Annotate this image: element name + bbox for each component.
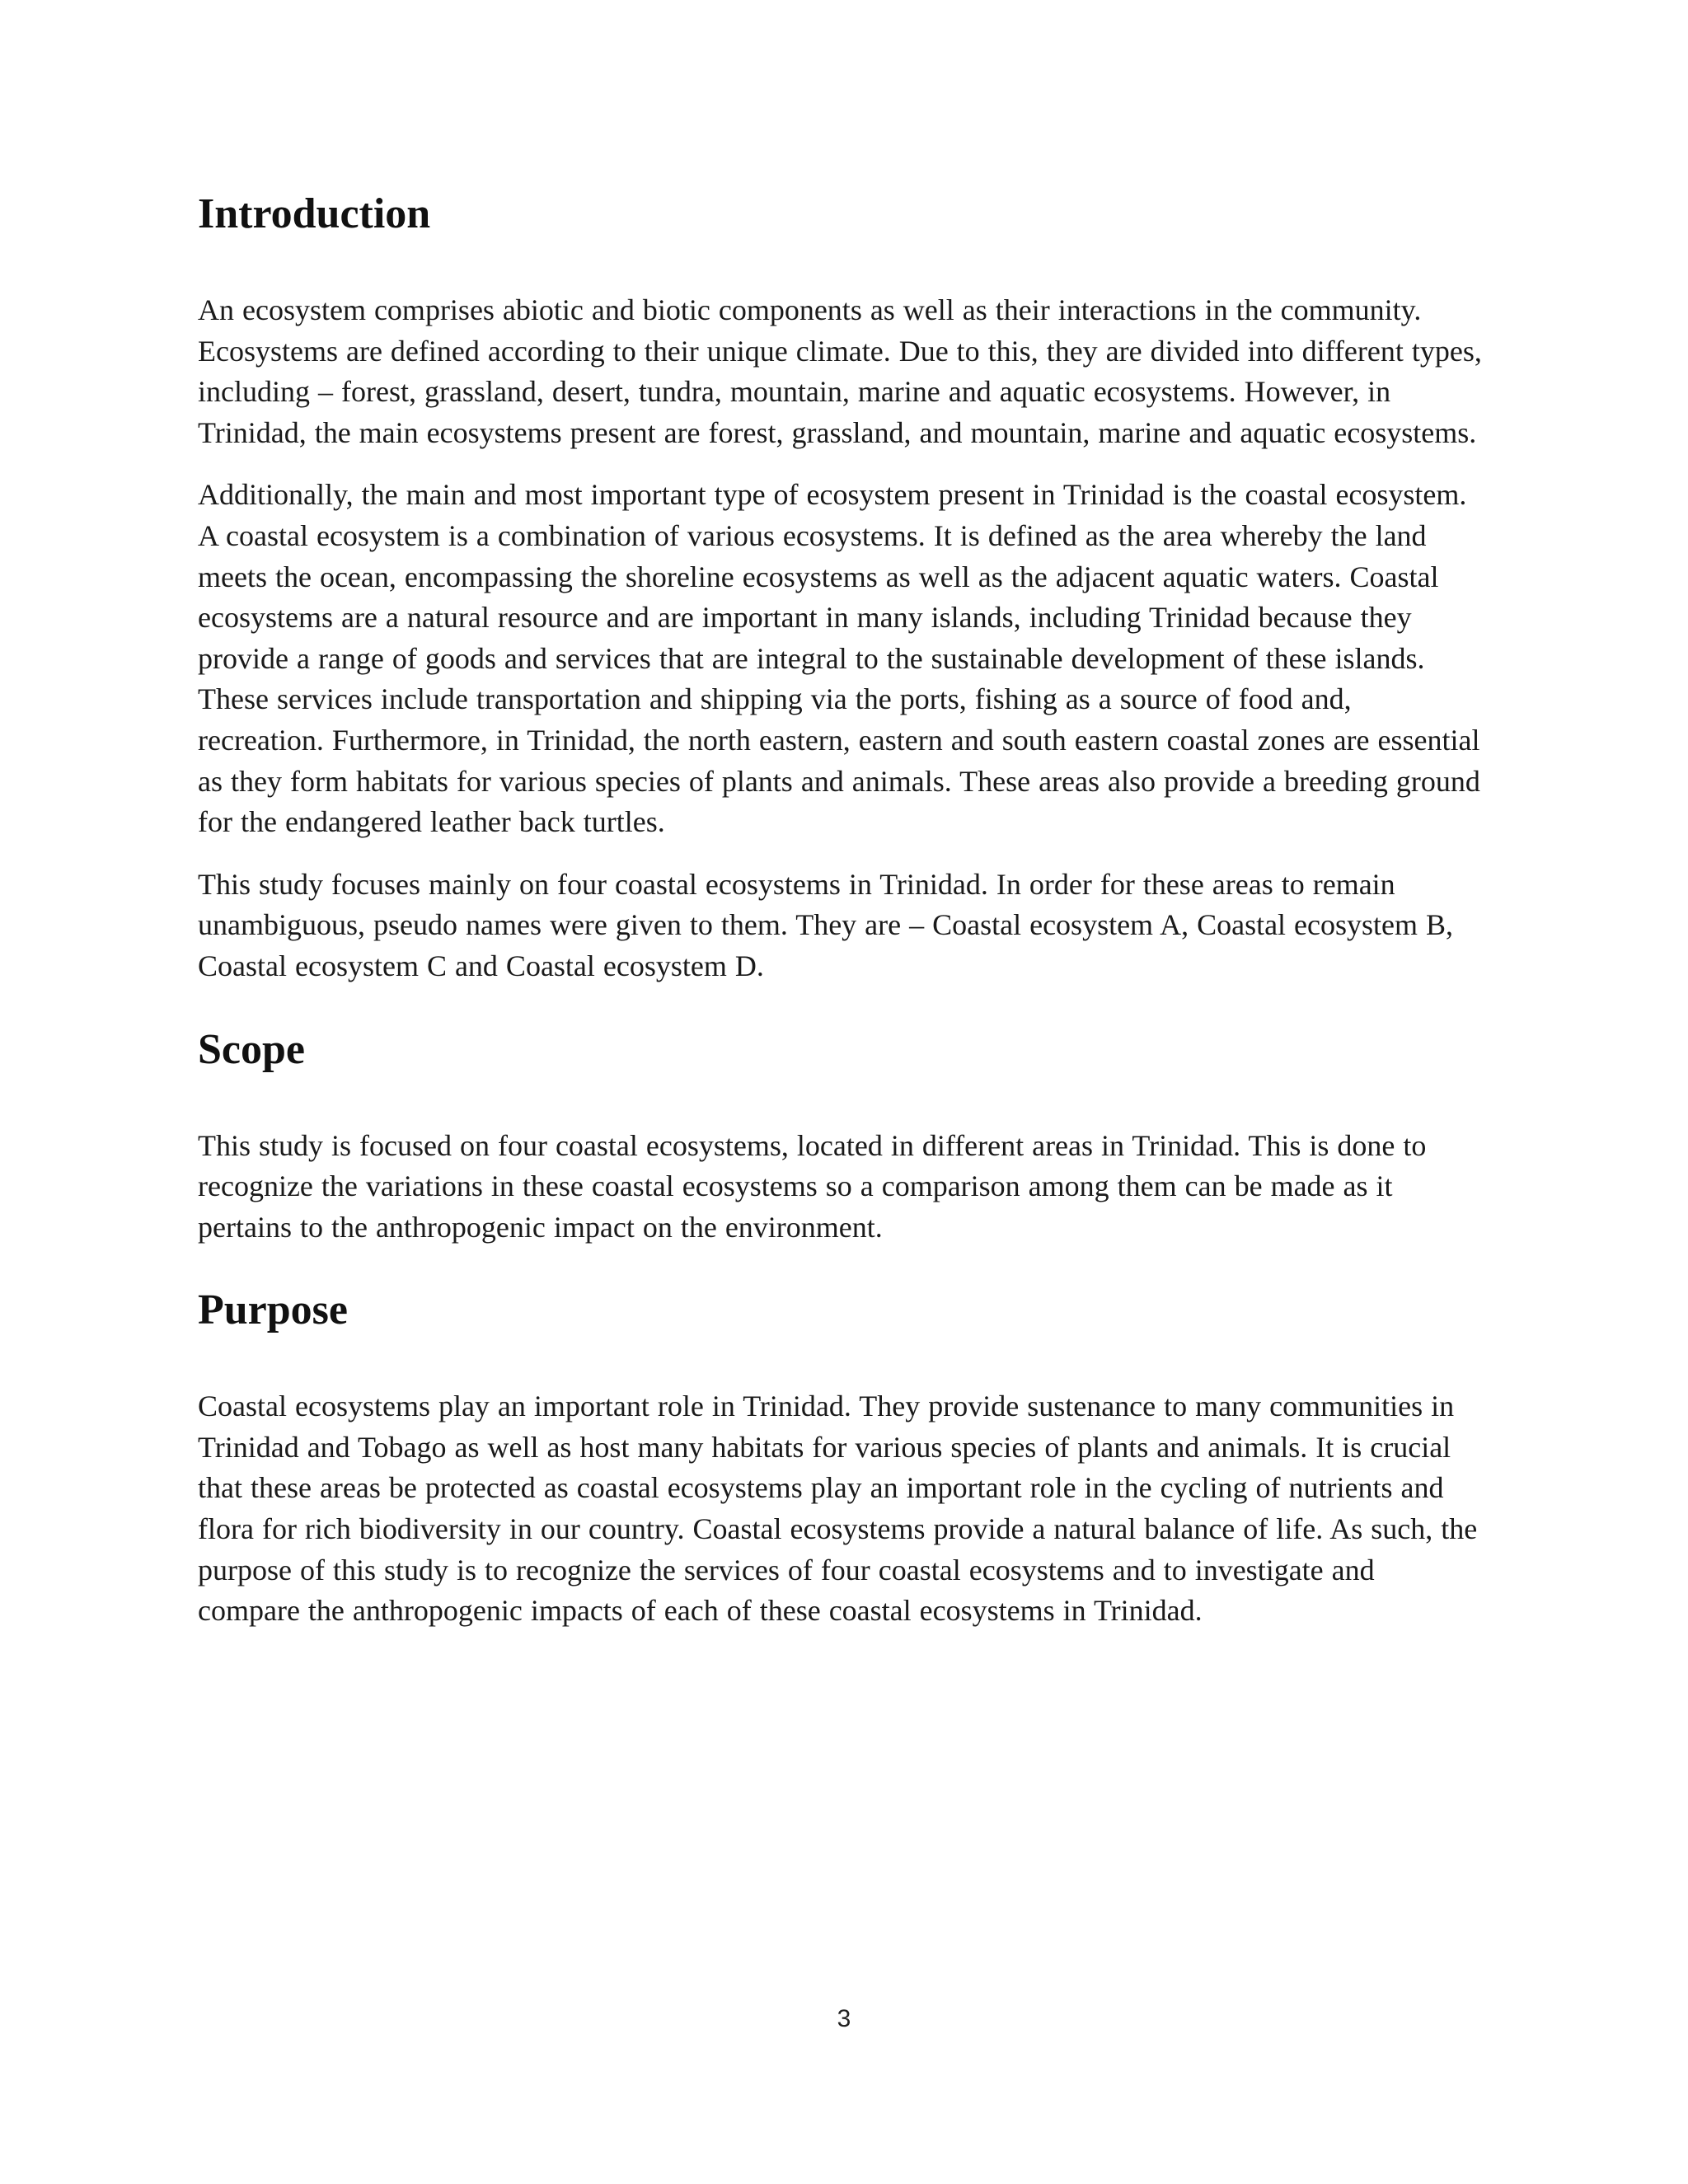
scope-heading: Scope: [198, 1025, 305, 1073]
introduction-heading: Introduction: [198, 190, 431, 237]
purpose-paragraph-1: Coastal ecosystems play an important role in Trinidad. They provide sustenance to many communities in Trinidad and Tobago as well as host many habitats for various species of plants and animals. It is crucial that these areas be protected as coastal ecosystems play an important role in the cycling of nutrients and flora for rich biodiversity in our country. Coastal ecosystems provide a natural balance of life. As such, the purpose of this study is to recognize the services of four coastal ecosystems and to investigate and compare the anthropogenic impacts of each of these coastal ecosystems in Trinidad.: [198, 1390, 1478, 1628]
purpose-section: [198, 1286, 1484, 1632]
introduction-section: [198, 190, 1484, 987]
scope-section: [198, 1025, 1484, 1249]
page-number: 3: [837, 2005, 851, 2032]
scope-paragraph-1: This study is focused on four coastal ecosystems, located in different areas in Trinidad. This is done to recognize the variations in these coastal ecosystems so a comparison among them can be made as it pertains to the anthropogenic impact on the environment.: [198, 1128, 1427, 1244]
introduction-paragraph-3: This study focuses mainly on four coastal ecosystems in Trinidad. In order for these areas to remain unambiguous, pseudo names were given to them. They are – Coastal ecosystem A, Coastal ecosystem B, Coastal ecosystem C and Coastal ecosystem D.: [198, 867, 1454, 982]
introduction-paragraph-2: Additionally, the main and most important type of ecosystem present in Trinidad is the coastal ecosystem. A coastal ecosystem is a combination of various ecosystems. It is defined as the area whereby the land meets the ocean, encompassing the shoreline ecosystems as well as the adjacent aquatic waters. Coastal ecosystems are a natural resource and are important in many islands, including Trinidad because they provide a range of goods and services that are integral to the sustainable development of these islands. These services include transportation and shipping via the ports, fishing as a source of food and, recreation. Furthermore, in Trinidad, the north eastern, eastern and south eastern coastal zones are essential as they form habitats for various species of plants and animals. These areas also provide a breeding ground for the endangered leather back turtles.: [198, 478, 1480, 839]
introduction-paragraph-1: An ecosystem comprises abiotic and biotic components as well as their interactions in the community. Ecosystems are defined according to their unique climate. Due to this, they are divided into different types, including – forest, grassland, desert, tundra, mountain, marine and aquatic ecosystems. However, in Trinidad, the main ecosystems present are forest, grassland, and mountain, marine and aquatic ecosystems.: [198, 293, 1482, 449]
page-content: [198, 190, 1484, 1653]
purpose-heading: Purpose: [198, 1286, 348, 1334]
